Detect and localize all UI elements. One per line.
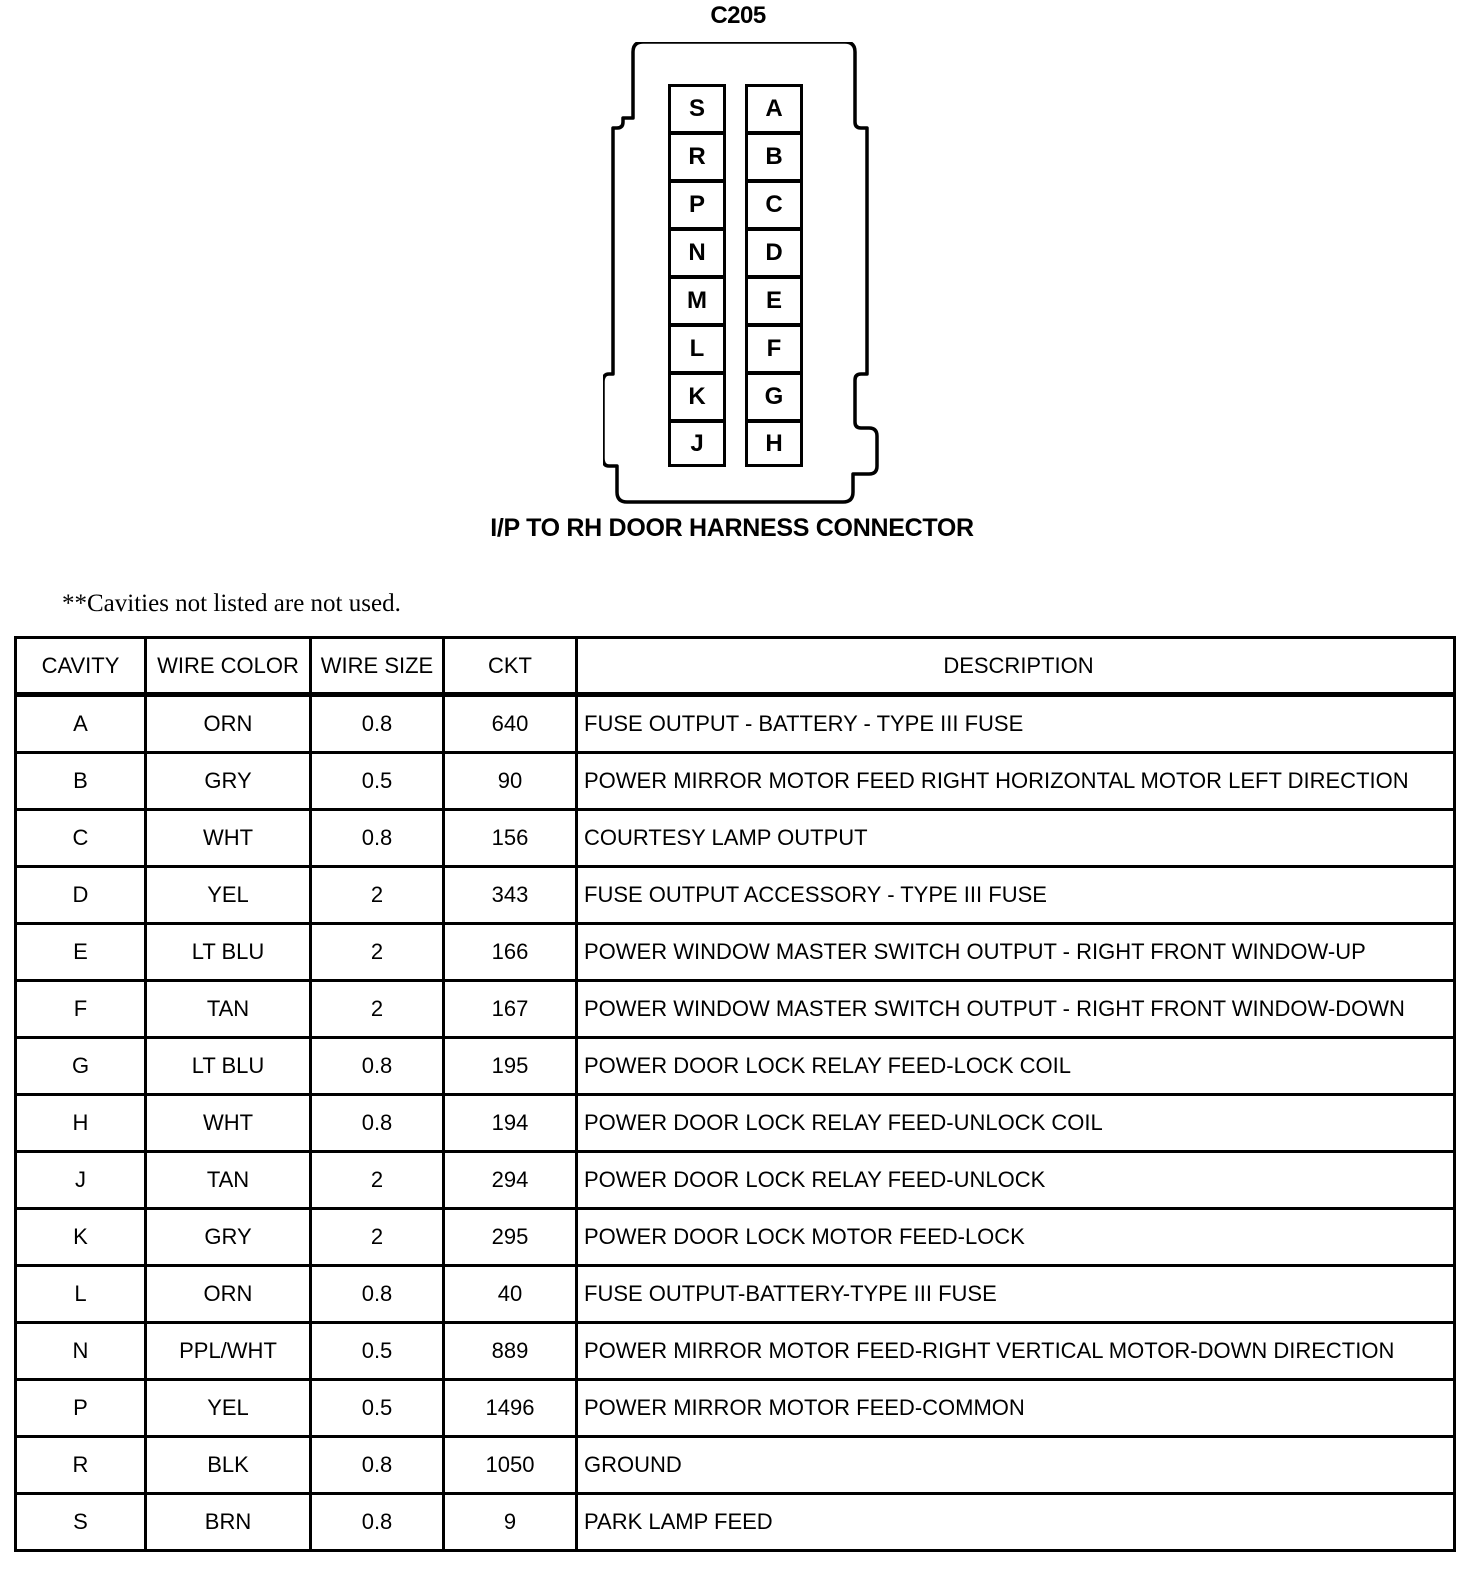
cell-ckt: 889: [444, 1323, 577, 1380]
cell-cavity: C: [16, 810, 146, 867]
cell-wire-color: TAN: [146, 981, 311, 1038]
connector-pin-p: P: [668, 180, 726, 230]
connector-pin-a: A: [745, 84, 803, 134]
cell-cavity: D: [16, 867, 146, 924]
cell-description: POWER DOOR LOCK RELAY FEED-UNLOCK COIL: [577, 1095, 1455, 1152]
cell-ckt: 40: [444, 1266, 577, 1323]
cell-wire-color: BRN: [146, 1494, 311, 1551]
cell-ckt: 194: [444, 1095, 577, 1152]
table-row: [16, 753, 1455, 810]
cell-wire-size: 0.8: [311, 1266, 444, 1323]
cell-description: POWER WINDOW MASTER SWITCH OUTPUT - RIGHT FRONT WINDOW-DOWN: [577, 981, 1455, 1038]
cell-wire-color: ORN: [146, 695, 311, 753]
cell-wire-color: LT BLU: [146, 1038, 311, 1095]
cell-wire-size: 2: [311, 1209, 444, 1266]
cell-description: POWER DOOR LOCK RELAY FEED-UNLOCK: [577, 1152, 1455, 1209]
table-row: [16, 867, 1455, 924]
connector-pin-b: B: [745, 132, 803, 182]
connector-housing-outline: [603, 42, 879, 504]
cell-cavity: A: [16, 695, 146, 753]
cell-description: FUSE OUTPUT-BATTERY-TYPE III FUSE: [577, 1266, 1455, 1323]
connector-pin-r: R: [668, 132, 726, 182]
connector-diagram: [603, 42, 879, 504]
cell-wire-color: YEL: [146, 867, 311, 924]
connector-pin-l: L: [668, 324, 726, 374]
cell-wire-color: WHT: [146, 1095, 311, 1152]
connector-caption: I/P TO RH DOOR HARNESS CONNECTOR: [490, 514, 974, 542]
cell-wire-color: LT BLU: [146, 924, 311, 981]
cell-wire-size: 0.8: [311, 1437, 444, 1494]
header-wire-color: WIRE COLOR: [146, 638, 311, 695]
cell-description: POWER MIRROR MOTOR FEED RIGHT HORIZONTAL MOTOR LEFT DIRECTION: [577, 753, 1455, 810]
table-row: [16, 1494, 1455, 1551]
cell-ckt: 294: [444, 1152, 577, 1209]
cell-wire-color: TAN: [146, 1152, 311, 1209]
cell-cavity: J: [16, 1152, 146, 1209]
cell-description: POWER MIRROR MOTOR FEED-COMMON: [577, 1380, 1455, 1437]
cell-ckt: 640: [444, 695, 577, 753]
cell-cavity: R: [16, 1437, 146, 1494]
cell-cavity: K: [16, 1209, 146, 1266]
cell-description: POWER DOOR LOCK MOTOR FEED-LOCK: [577, 1209, 1455, 1266]
cell-cavity: L: [16, 1266, 146, 1323]
cavity-table: [14, 636, 1456, 1552]
cell-ckt: 90: [444, 753, 577, 810]
table-row: [16, 1323, 1455, 1380]
cell-wire-size: 0.8: [311, 695, 444, 753]
cell-ckt: 166: [444, 924, 577, 981]
cell-cavity: N: [16, 1323, 146, 1380]
cell-wire-size: 2: [311, 1152, 444, 1209]
cell-wire-color: BLK: [146, 1437, 311, 1494]
cell-cavity: E: [16, 924, 146, 981]
connector-pin-c: C: [745, 180, 803, 230]
connector-pin-h: H: [745, 420, 803, 467]
table-header-row: [16, 638, 1455, 695]
cell-wire-size: 2: [311, 924, 444, 981]
connector-pin-n: N: [668, 228, 726, 278]
cell-ckt: 1496: [444, 1380, 577, 1437]
cell-ckt: 9: [444, 1494, 577, 1551]
table-row: [16, 1209, 1455, 1266]
cell-ckt: 295: [444, 1209, 577, 1266]
table-row: [16, 1437, 1455, 1494]
cell-wire-size: 0.5: [311, 753, 444, 810]
cell-cavity: G: [16, 1038, 146, 1095]
cell-wire-color: PPL/WHT: [146, 1323, 311, 1380]
connector-pin-f: F: [745, 324, 803, 374]
cell-description: PARK LAMP FEED: [577, 1494, 1455, 1551]
connector-pin-k: K: [668, 372, 726, 422]
cell-ckt: 195: [444, 1038, 577, 1095]
cell-description: COURTESY LAMP OUTPUT: [577, 810, 1455, 867]
header-wire-size: WIRE SIZE: [311, 638, 444, 695]
connector-pin-s: S: [668, 84, 726, 134]
cell-ckt: 156: [444, 810, 577, 867]
connector-pin-m: M: [668, 276, 726, 326]
connector-pin-d: D: [745, 228, 803, 278]
connector-pin-g: G: [745, 372, 803, 422]
table-row: [16, 810, 1455, 867]
cell-cavity: B: [16, 753, 146, 810]
cell-wire-size: 0.8: [311, 810, 444, 867]
cell-description: GROUND: [577, 1437, 1455, 1494]
table-row: [16, 1038, 1455, 1095]
cell-description: POWER MIRROR MOTOR FEED-RIGHT VERTICAL MOTOR-DOWN DIRECTION: [577, 1323, 1455, 1380]
cell-description: POWER WINDOW MASTER SWITCH OUTPUT - RIGHT FRONT WINDOW-UP: [577, 924, 1455, 981]
table-row: [16, 981, 1455, 1038]
cell-wire-color: WHT: [146, 810, 311, 867]
cell-ckt: 343: [444, 867, 577, 924]
cell-description: FUSE OUTPUT - BATTERY - TYPE III FUSE: [577, 695, 1455, 753]
cell-wire-color: YEL: [146, 1380, 311, 1437]
cell-wire-size: 0.8: [311, 1095, 444, 1152]
connector-id: C205: [710, 2, 766, 29]
header-description: DESCRIPTION: [577, 638, 1455, 695]
cell-cavity: F: [16, 981, 146, 1038]
cell-wire-color: GRY: [146, 753, 311, 810]
cell-cavity: S: [16, 1494, 146, 1551]
connector-pin-j: J: [668, 420, 726, 467]
table-row: [16, 1152, 1455, 1209]
cell-wire-size: 0.8: [311, 1038, 444, 1095]
table-row: [16, 695, 1455, 753]
cell-wire-size: 0.8: [311, 1494, 444, 1551]
table-body: [16, 695, 1455, 1551]
cell-ckt: 167: [444, 981, 577, 1038]
cell-wire-size: 2: [311, 981, 444, 1038]
unused-cavities-note: **Cavities not listed are not used.: [62, 590, 401, 617]
header-ckt: CKT: [444, 638, 577, 695]
cell-cavity: H: [16, 1095, 146, 1152]
header-cavity: CAVITY: [16, 638, 146, 695]
cell-description: FUSE OUTPUT ACCESSORY - TYPE III FUSE: [577, 867, 1455, 924]
table-row: [16, 1266, 1455, 1323]
table-row: [16, 1380, 1455, 1437]
table-row: [16, 1095, 1455, 1152]
table-row: [16, 924, 1455, 981]
cell-wire-size: 0.5: [311, 1323, 444, 1380]
cell-ckt: 1050: [444, 1437, 577, 1494]
cell-cavity: P: [16, 1380, 146, 1437]
cell-description: POWER DOOR LOCK RELAY FEED-LOCK COIL: [577, 1038, 1455, 1095]
cell-wire-size: 0.5: [311, 1380, 444, 1437]
connector-pin-e: E: [745, 276, 803, 326]
cell-wire-color: ORN: [146, 1266, 311, 1323]
cell-wire-color: GRY: [146, 1209, 311, 1266]
cell-wire-size: 2: [311, 867, 444, 924]
